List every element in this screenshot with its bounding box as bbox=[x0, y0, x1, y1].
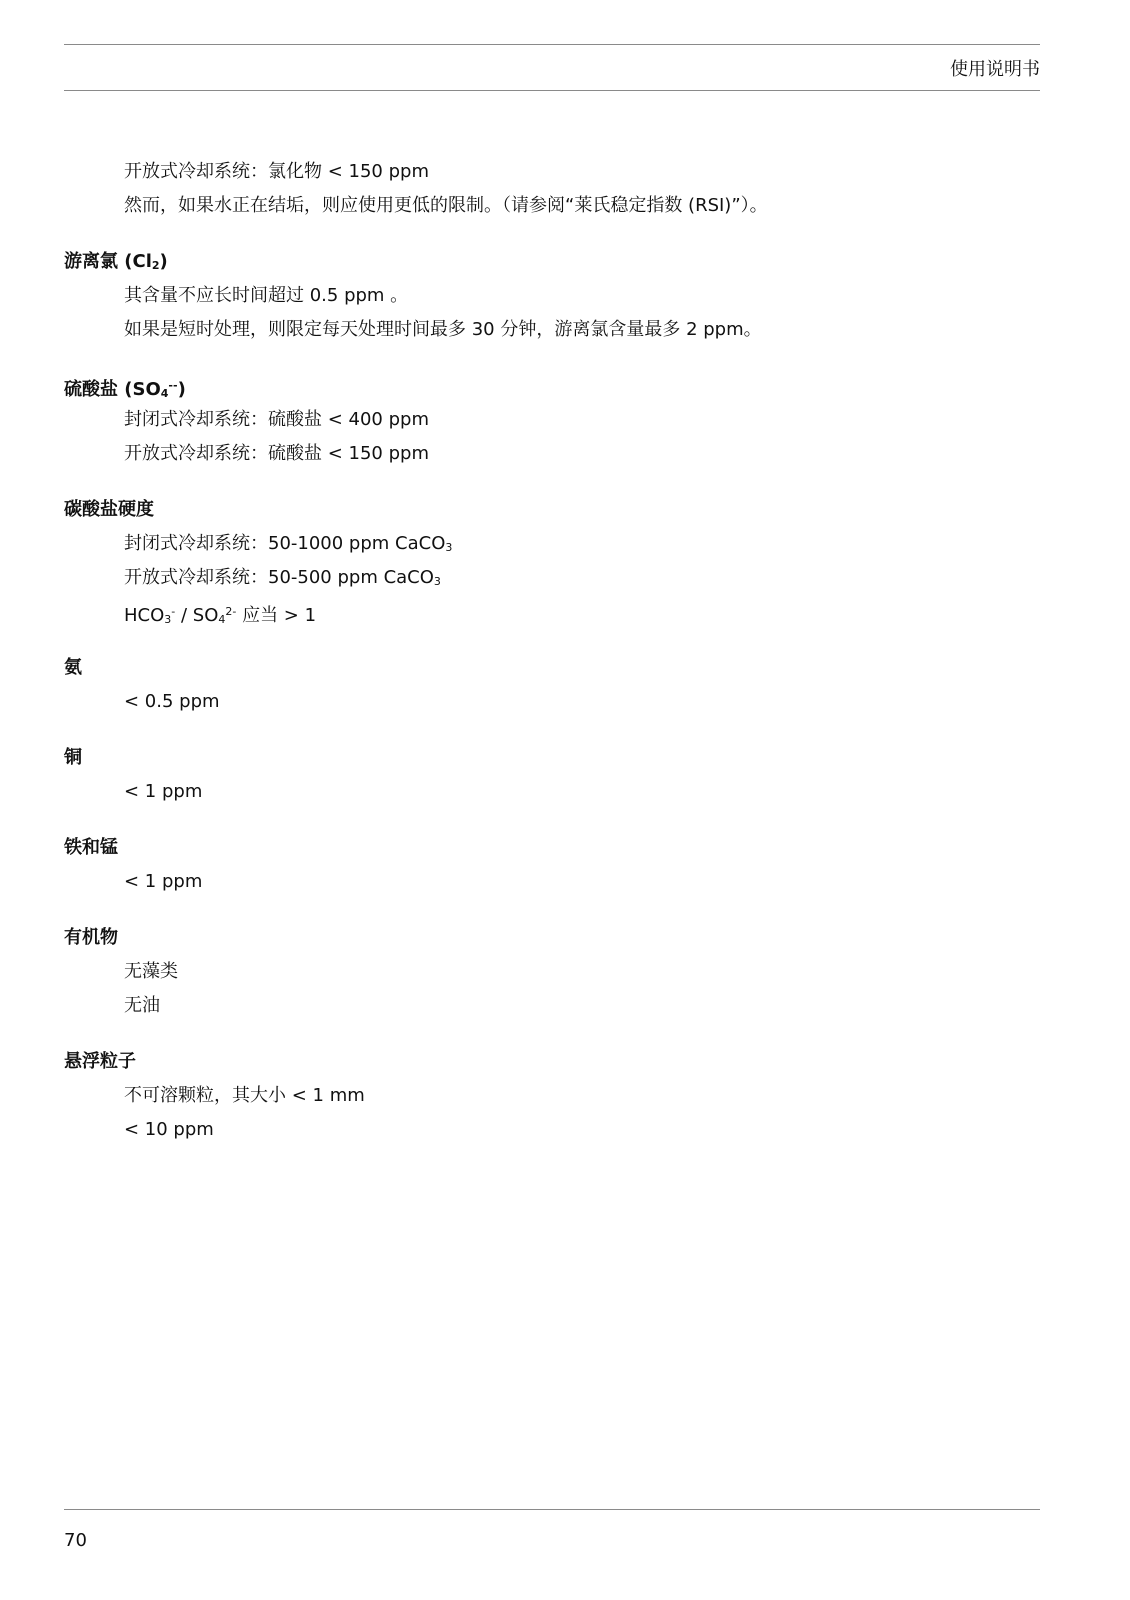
free-chlorine-section bbox=[64, 245, 1024, 347]
body-line: 封闭式冷却系统：50-1000 ppm CaCO$_3$ bbox=[124, 533, 453, 554]
section-heading: 碳酸盐硬度 bbox=[64, 499, 154, 520]
body-line: 开放式冷却系统：硫酸盐 < 150 ppm bbox=[124, 443, 429, 464]
body-line: 开放式冷却系统：50-500 ppm CaCO$_3$ bbox=[124, 567, 441, 588]
footer-rule bbox=[64, 1509, 1040, 1510]
body-line: 其含量不应长时间超过 0.5 ppm 。 bbox=[124, 285, 409, 306]
body-line: 开放式冷却系统：氯化物 < 150 ppm bbox=[124, 161, 429, 182]
ammonia-section bbox=[64, 651, 1024, 719]
organic-section bbox=[64, 921, 1024, 1023]
body-line: 无藻类 bbox=[124, 961, 178, 982]
page-number: 70 bbox=[64, 1530, 87, 1551]
section-heading: 铁和锰 bbox=[64, 837, 118, 858]
iron-manganese-section bbox=[64, 831, 1024, 899]
header-title: 使用说明书 bbox=[950, 59, 1040, 80]
chloride-continued-section bbox=[64, 155, 1024, 223]
section-heading: 悬浮粒子 bbox=[64, 1051, 136, 1072]
body-line: < 1 ppm bbox=[124, 871, 203, 892]
body-line: 无油 bbox=[124, 995, 160, 1016]
body-line: 如果是短时处理，则限定每天处理时间最多 30 分钟，游离氯含量最多 2 ppm。 bbox=[124, 319, 762, 340]
body-line: < 0.5 ppm bbox=[124, 691, 220, 712]
header-rule-bottom bbox=[64, 90, 1040, 91]
body-line: 封闭式冷却系统：硫酸盐 < 400 ppm bbox=[124, 409, 429, 430]
body-line: 然而，如果水正在结垢，则应使用更低的限制。（请参阅“莱氏稳定指数 (RSI)”）。 bbox=[124, 195, 768, 216]
copper-section bbox=[64, 741, 1024, 809]
body-line: $HCO_3^- / SO_4^{2-}$ 应当 > 1 bbox=[124, 605, 317, 626]
section-heading: 硫酸盐 $(SO_4^{--})$ bbox=[64, 379, 186, 400]
sulfate-section bbox=[64, 369, 1024, 471]
section-heading: 铜 bbox=[64, 747, 82, 768]
body-line: < 1 ppm bbox=[124, 781, 203, 802]
section-heading: 有机物 bbox=[64, 927, 118, 948]
body-line: 不可溶颗粒，其大小 < 1 mm bbox=[124, 1085, 365, 1106]
document-body bbox=[64, 155, 1024, 1169]
section-heading: 氨 bbox=[64, 657, 82, 678]
section-heading: 游离氯 $(Cl_2)$ bbox=[64, 251, 168, 272]
carbonate-hardness-section bbox=[64, 493, 1024, 629]
body-line: < 10 ppm bbox=[124, 1119, 214, 1140]
suspended-particles-section bbox=[64, 1045, 1024, 1147]
header-rule-top bbox=[64, 44, 1040, 45]
